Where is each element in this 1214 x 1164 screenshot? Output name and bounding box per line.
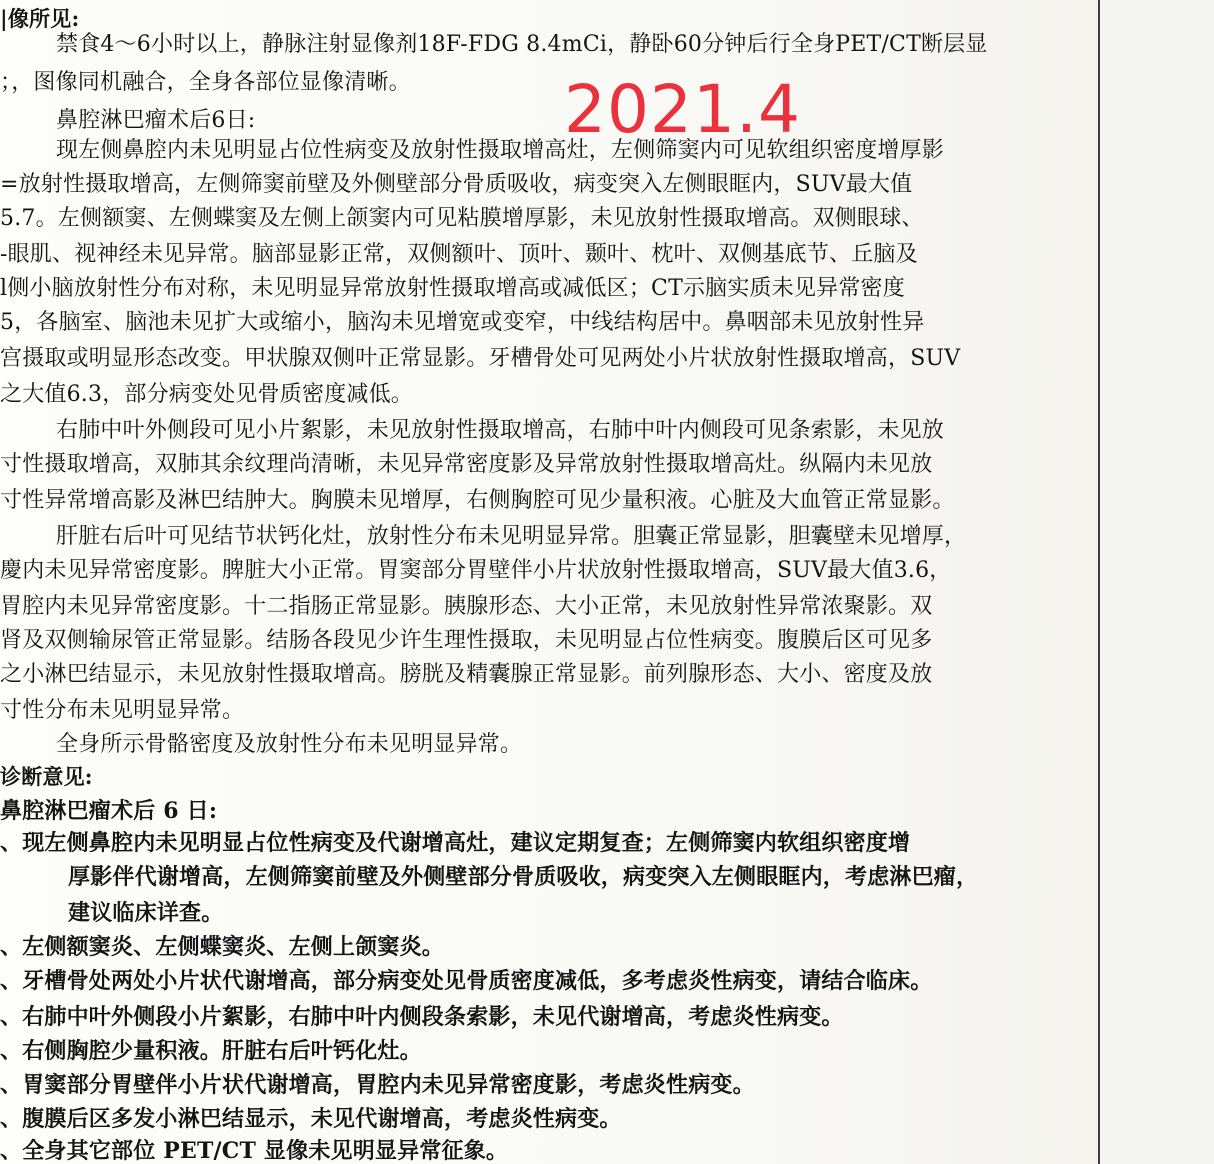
- diagnosis-item-4: 、右肺中叶外侧段小片絮影，右肺中叶内侧段条索影，未见代谢增高，考虑炎性病变。: [0, 1004, 844, 1030]
- diagnosis-item-3: 、牙槽骨处两处小片状代谢增高，部分病变处见骨质密度减低，多考虑炎性病变，请结合临床。: [0, 968, 933, 994]
- diagnosis-subheading: 鼻腔淋巴瘤术后 6 日:: [0, 798, 218, 824]
- findings-line: =放射性摄取增高，左侧筛窦前壁及外侧壁部分骨质吸收，病变突入左侧眼眶内，SUV最大值: [0, 172, 913, 197]
- findings-subheading: 鼻腔淋巴瘤术后6日:: [56, 108, 256, 133]
- findings-line: 现左侧鼻腔内未见明显占位性病变及放射性摄取增高灶，左侧筛窦内可见软组织密度增厚影: [56, 138, 945, 163]
- findings-line: l侧小脑放射性分布对称，未见明显异常放射性摄取增高或减低区；CT示脑实质未见异常密度: [0, 276, 905, 301]
- diagnosis-item-1-cont: 厚影伴代谢增高，左侧筛窦前壁及外侧壁部分骨质吸收，病变突入左侧眼眶内，考虑淋巴瘤，: [68, 864, 979, 890]
- findings-line: 禁食4～6小时以上，静脉注射显像剂18F-FDG 8.4mCi，静卧60分钟后行全身PET/CT断层显: [56, 32, 988, 57]
- findings-heading: |像所见:: [0, 6, 80, 31]
- findings-line: 胃腔内未见异常密度影。十二指肠正常显影。胰腺形态、大小正常，未见放射性异常浓聚影。双: [0, 594, 933, 619]
- findings-line: 寸性异常增高影及淋巴结肿大。胸膜未见增厚，右侧胸腔可见少量积液。心脏及大血管正常显影。: [0, 488, 955, 513]
- diagnosis-item-1-cont: 建议临床详查。: [68, 900, 224, 926]
- findings-line: 慶内未见异常密度影。脾脏大小正常。胃窦部分胃壁伴小片状放射性摄取增高，SUV最大值3.6，: [0, 558, 952, 583]
- findings-line: ；，图像同机融合，全身各部位显像清晰。: [0, 70, 411, 95]
- findings-line: 右肺中叶外侧段可见小片絮影，未见放射性摄取增高，右肺中叶内侧段可见条索影，未见放: [56, 418, 945, 443]
- findings-line: 寸性摄取增高，双肺其余纹理尚清晰，未见异常密度影及异常放射性摄取增高灶。纵隔内未见放: [0, 452, 933, 477]
- findings-line: 5.7。左侧额窦、左侧蝶窦及左侧上颌窦内可见粘膜增厚影，未见放射性摄取增高。双侧眼球、: [0, 206, 924, 231]
- findings-line: -眼肌、视神经未见异常。脑部显影正常，双侧额叶、顶叶、颞叶、枕叶、双侧基底节、丘脑及: [0, 242, 918, 267]
- findings-line: 5，各脑室、脑池未见扩大或缩小，脑沟未见增宽或变窄，中线结构居中。鼻咽部未见放射性异: [0, 310, 925, 335]
- findings-line: 宫摄取或明显形态改变。甲状腺双侧叶正常显影。牙槽骨处可见两处小片状放射性摄取增高，SUV: [0, 346, 961, 371]
- diagnosis-heading: 诊断意见:: [0, 764, 93, 789]
- findings-line: 肾及双侧输尿管正常显影。结肠各段见少许生理性摄取，未见明显占位性病变。腹膜后区可见多: [0, 628, 933, 653]
- diagnosis-item-2: 、左侧额窦炎、左侧蝶窦炎、左侧上颌窦炎。: [0, 934, 445, 960]
- date-watermark: 2021.4: [564, 71, 801, 148]
- diagnosis-item-8: 、全身其它部位 PET/CT 显像未见明显异常征象。: [0, 1138, 509, 1164]
- diagnosis-item-6: 、胃窦部分胃壁伴小片状代谢增高，胃腔内未见异常密度影，考虑炎性病变。: [0, 1072, 755, 1098]
- diagnosis-item-5: 、右侧胸腔少量积液。肝脏右后叶钙化灶。: [0, 1038, 422, 1064]
- diagnosis-item-1: 、现左侧鼻腔内未见明显占位性病变及代谢增高灶，建议定期复查；左侧筛窦内软组织密度增: [0, 830, 911, 856]
- findings-line: 之大值6.3，部分病变处见骨质密度减低。: [0, 382, 413, 407]
- right-margin: [1100, 0, 1214, 1164]
- right-border-line: [1098, 0, 1100, 1164]
- findings-line: 肝脏右后叶可见结节状钙化灶，放射性分布未见明显异常。胆囊正常显影，胆囊壁未见增厚，: [56, 524, 967, 549]
- findings-line: 寸性分布未见明显异常。: [0, 698, 245, 723]
- diagnosis-item-7: 、腹膜后区多发小淋巴结显示，未见代谢增高，考虑炎性病变。: [0, 1106, 622, 1132]
- findings-line: 全身所示骨骼密度及放射性分布未见明显异常。: [56, 732, 523, 757]
- findings-line: 之小淋巴结显示，未见放射性摄取增高。膀胱及精囊腺正常显影。前列腺形态、大小、密度及放: [0, 662, 933, 687]
